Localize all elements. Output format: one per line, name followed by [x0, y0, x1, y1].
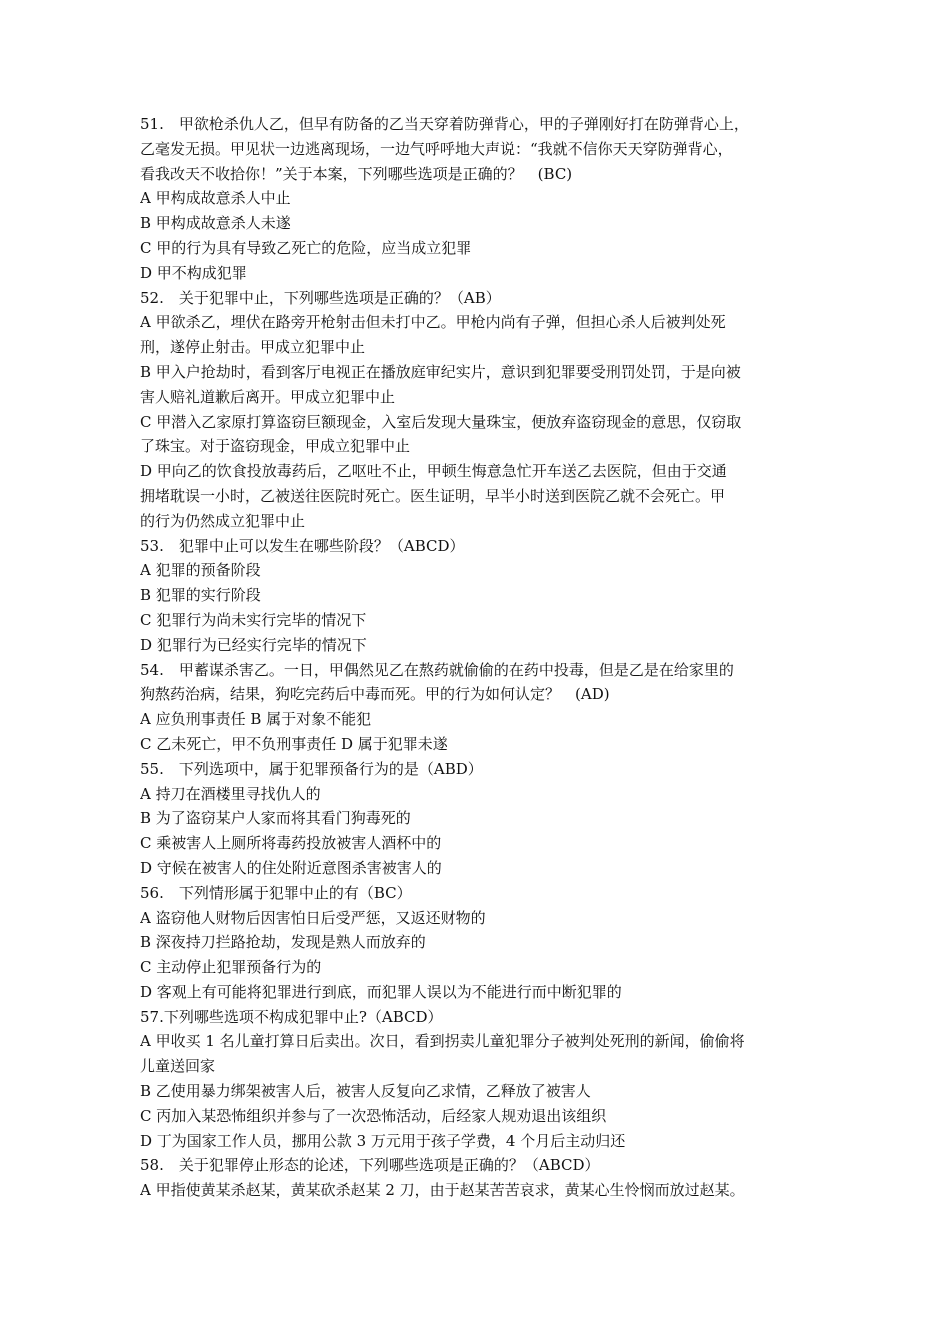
- text-line: 乙毫发无损。甲见状一边逃离现场，一边气呼呼地大声说：“我就不信你天天穿防弹背心，: [140, 139, 733, 158]
- text-line: A 甲欲杀乙，埋伏在路旁开枪射击但未打中乙。甲枪内尚有子弹，但担心杀人后被判处死: [140, 313, 726, 332]
- text-line: C 乙未死亡，甲不负刑事责任 D 属于犯罪未遂: [140, 734, 448, 753]
- text-line: 刑，遂停止射击。甲成立犯罪中止: [140, 338, 366, 357]
- text-line: 57.下列哪些选项不构成犯罪中止?（ABCD）: [140, 1007, 443, 1026]
- text-line: 55. 下列选项中，属于犯罪预备行为的是（ABD）: [140, 759, 483, 778]
- text-line: B 甲入户抢劫时，看到客厅电视正在播放庭审纪实片，意识到犯罪要受刑罚处罚，于是向被: [140, 362, 741, 381]
- text-line: 52. 关于犯罪中止，下列哪些选项是正确的？（AB）: [140, 288, 501, 307]
- text-line: 拥堵耽误一小时，乙被送往医院时死亡。医生证明，早半小时送到医院乙就不会死亡。甲: [140, 486, 726, 505]
- text-line: D 犯罪行为已经实行完毕的情况下: [140, 635, 367, 654]
- text-line: D 守候在被害人的住处附近意图杀害被害人的: [140, 858, 442, 877]
- text-line: A 盗窃他人财物后因害怕日后受严惩，又返还财物的: [140, 908, 486, 927]
- text-line: D 甲不构成犯罪: [140, 263, 247, 282]
- text-line: 53. 犯罪中止可以发生在哪些阶段？（ABCD）: [140, 536, 465, 555]
- text-line: 51. 甲欲枪杀仇人乙，但早有防备的乙当天穿着防弹背心，甲的子弹刚好打在防弹背心上，: [140, 115, 749, 133]
- text-line: 狗熬药治病，结果，狗吃完药后中毒而死。甲的行为如何认定？ (AD): [140, 685, 610, 704]
- text-line: A 甲收买 1 名儿童打算日后卖出。次日，看到拐卖儿童犯罪分子被判处死刑的新闻，偷偷将: [140, 1032, 745, 1051]
- text-line: C 甲的行为具有导致乙死亡的危险，应当成立犯罪: [140, 238, 472, 257]
- text-line: C 乘被害人上厕所将毒药投放被害人酒杯中的: [140, 834, 442, 853]
- text-line: C 主动停止犯罪预备行为的: [140, 958, 322, 977]
- text-line: C 甲潜入乙家原打算盗窃巨额现金，入室后发现大量珠宝，便放弃盗窃现金的意思，仅窃取: [140, 412, 742, 431]
- text-line: 了珠宝。对于盗窃现金，甲成立犯罪中止: [140, 437, 411, 456]
- document-body: [140, 112, 820, 1203]
- text-line: B 乙使用暴力绑架被害人后，被害人反复向乙求情，乙释放了被害人: [140, 1082, 591, 1101]
- text-line: 儿童送回家: [140, 1057, 216, 1076]
- text-line: 54. 甲蓄谋杀害乙。一日，甲偶然见乙在熬药就偷偷的在药中投毒，但是乙是在给家里的: [140, 660, 734, 679]
- text-line: 的行为仍然成立犯罪中止: [140, 511, 306, 530]
- text-line: C 犯罪行为尚未实行完毕的情况下: [140, 610, 367, 629]
- text-line: A 犯罪的预备阶段: [140, 561, 261, 580]
- text-line: 害人赔礼道歉后离开。甲成立犯罪中止: [140, 387, 396, 406]
- text-line: D 丁为国家工作人员，挪用公款 3 万元用于孩子学费，4 个月后主动归还: [140, 1131, 626, 1150]
- text-line: D 客观上有可能将犯罪进行到底，而犯罪人误以为不能进行而中断犯罪的: [140, 982, 622, 1001]
- text-line: A 应负刑事责任 B 属于对象不能犯: [140, 710, 372, 729]
- text-line: 58. 关于犯罪停止形态的论述，下列哪些选项是正确的？（ABCD）: [140, 1156, 600, 1175]
- text-line: D 甲向乙的饮食投放毒药后，乙呕吐不止，甲顿生悔意急忙开车送乙去医院，但由于交通: [140, 462, 727, 481]
- text-line: A 甲构成故意杀人中止: [140, 189, 291, 208]
- text-line: 看我改天不收拾你！”关于本案，下列哪些选项是正确的？ (BC): [140, 164, 573, 183]
- text-line: A 持刀在酒楼里寻找仇人的: [140, 784, 321, 803]
- text-line: C 丙加入某恐怖组织并参与了一次恐怖活动，后经家人规劝退出该组织: [140, 1106, 607, 1125]
- text-line: B 甲构成故意杀人未遂: [140, 214, 291, 233]
- text-line: B 深夜持刀拦路抢劫，发现是熟人而放弃的: [140, 933, 426, 952]
- text-line: B 为了盗窃某户人家而将其看门狗毒死的: [140, 809, 411, 828]
- text-line: 56. 下列情形属于犯罪中止的有（BC）: [140, 883, 412, 902]
- text-line: B 犯罪的实行阶段: [140, 586, 261, 605]
- text-line: A 甲指使黄某杀赵某，黄某砍杀赵某 2 刀，由于赵某苦苦哀求，黄某心生怜悯而放过赵某。: [140, 1181, 745, 1200]
